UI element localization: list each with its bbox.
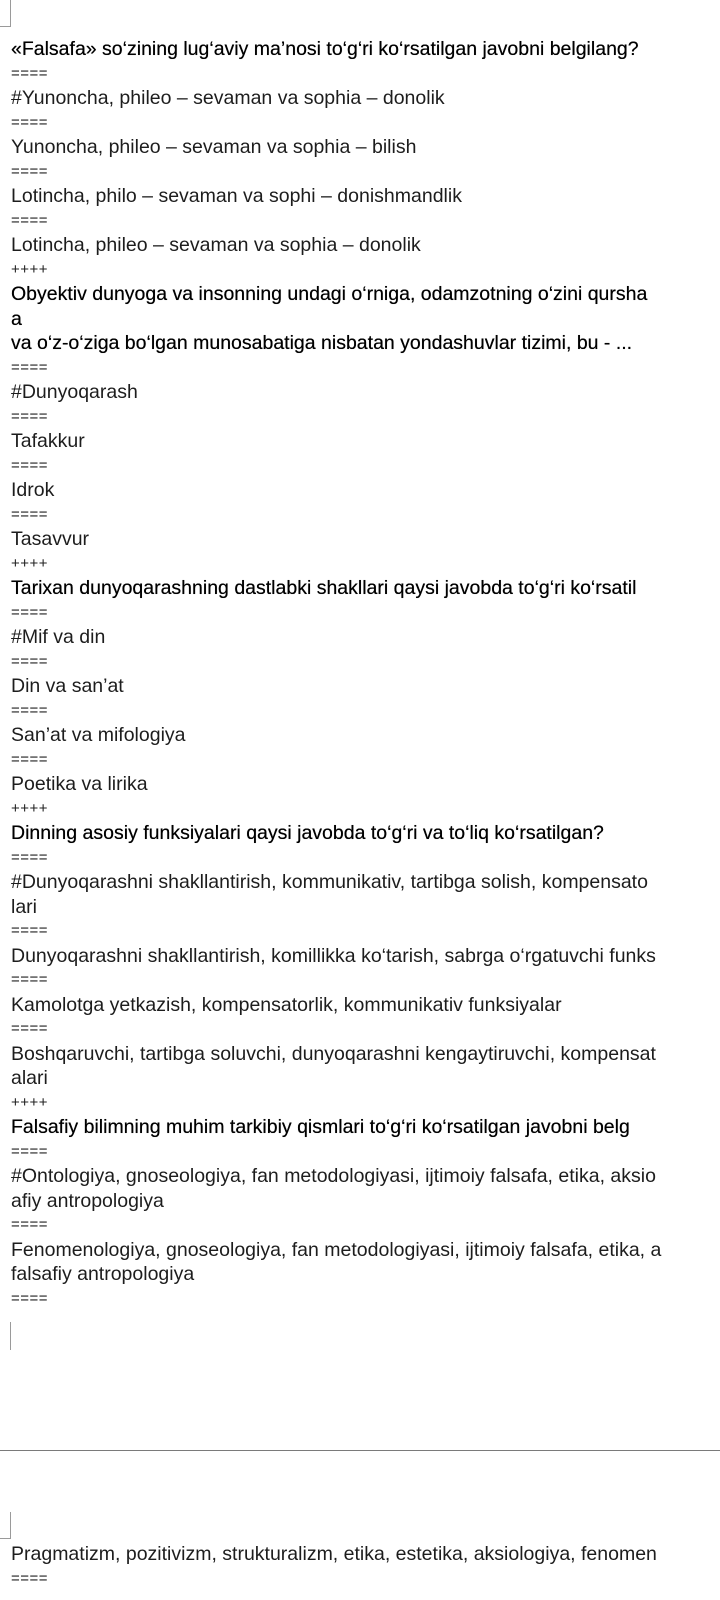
separator-line: ==== xyxy=(11,505,49,523)
answer-option: Pragmatizm, pozitivizm, strukturalizm, etika, estetika, aksiologiya, fenomen xyxy=(11,1543,657,1565)
separator-line: ==== xyxy=(11,922,49,939)
separator-line: ++++ xyxy=(11,1093,49,1111)
answer-option: Kamolotga yetkazish, kompensatorlik, kommunikativ funksiyalar xyxy=(11,993,562,1016)
page-corner-mark-bottom xyxy=(0,1322,11,1350)
separator-line: ==== xyxy=(11,211,49,229)
question-text: Falsafiy bilimning muhim tarkibiy qismlari to‘g‘ri ko‘rsatilgan javobni belg xyxy=(11,1116,630,1138)
answer-option: afiy antropologiya xyxy=(11,1189,164,1212)
answer-option: alari xyxy=(11,1067,48,1089)
answer-option: Poetika va lirika xyxy=(11,773,148,795)
page-corner-mark xyxy=(0,1512,11,1539)
separator-line: ==== xyxy=(11,652,49,670)
question-text: Dinning asosiy funksiyalari qaysi javobda to‘g‘ri va to‘liq ko‘rsatilgan? xyxy=(11,822,604,844)
separator-line: ==== xyxy=(11,971,49,988)
answer-option: Lotincha, philo – sevaman va sophi – donishmandlik xyxy=(11,185,462,207)
question-text: Obyektiv dunyoga va insonning undagi o‘rniga, odamzotning o‘zini qursha xyxy=(11,283,648,305)
answer-option: falsafiy antropologiya xyxy=(11,1263,195,1285)
page-corner-mark xyxy=(0,0,11,27)
answer-option: Lotincha, phileo – sevaman va sophia – donolik xyxy=(11,234,421,256)
answer-option: #Mif va din xyxy=(11,626,106,648)
separator-line: ==== xyxy=(11,162,49,180)
separator-line: ==== xyxy=(11,603,49,621)
answer-option: lari xyxy=(11,895,38,918)
page-2-text[interactable] xyxy=(11,1542,720,1591)
answer-option: San’at va mifologiya xyxy=(11,724,186,746)
separator-line: ==== xyxy=(11,456,49,474)
separator-line: ==== xyxy=(11,113,49,131)
answer-option: #Dunyoqarashni shakllantirish, kommunikativ, tartibga solish, kompensato xyxy=(11,871,648,893)
separator-line: ==== xyxy=(11,1216,49,1233)
separator-line: ==== xyxy=(11,358,49,376)
answer-option: #Ontologiya, gnoseologiya, fan metodologiyasi, ijtimoiy falsafa, etika, aksio xyxy=(11,1165,656,1187)
separator-line: ==== xyxy=(11,750,49,768)
page-1-text[interactable] xyxy=(11,37,720,1311)
separator-line: ++++ xyxy=(11,799,49,817)
document-page-2 xyxy=(0,1512,720,1600)
answer-option: #Yunoncha, phileo – sevaman va sophia – donolik xyxy=(11,87,445,109)
answer-option: Yunoncha, phileo – sevaman va sophia – bilish xyxy=(11,136,417,158)
separator-line: ++++ xyxy=(11,260,49,278)
separator-line: ==== xyxy=(11,1569,49,1587)
question-text: a xyxy=(11,307,22,330)
answer-option: Dunyoqarashni shakllantirish, komillikka ko‘tarish, sabrga o‘rgatuvchi funks xyxy=(11,944,656,967)
question-text: Tarixan dunyoqarashning dastlabki shakllari qaysi javobda to‘g‘ri ko‘rsatil xyxy=(11,577,637,599)
question-text: va o‘z-o‘ziga bo‘lgan munosabatiga nisbatan yondashuvlar tizimi, bu - ... xyxy=(11,332,633,354)
separator-line: ==== xyxy=(11,1020,49,1037)
answer-option: Boshqaruvchi, tartibga soluvchi, dunyoqarashni kengaytiruvchi, kompensat xyxy=(11,1042,656,1065)
answer-option: Fenomenologiya, gnoseologiya, fan metodologiyasi, ijtimoiy falsafa, etika, a xyxy=(11,1238,662,1261)
separator-line: ==== xyxy=(11,407,49,425)
answer-option: Tafakkur xyxy=(11,430,85,452)
answer-option: Din va san’at xyxy=(11,675,124,697)
page-break-divider xyxy=(0,1450,720,1451)
question-text: «Falsafa» so‘zining lug‘aviy ma’nosi to‘g‘ri ko‘rsatilgan javobni belgilang? xyxy=(11,38,639,60)
separator-line: ==== xyxy=(11,701,49,719)
answer-option: Tasavvur xyxy=(11,528,90,550)
answer-option: #Dunyoqarash xyxy=(11,381,138,403)
answer-option: Idrok xyxy=(11,479,55,501)
separator-line: ==== xyxy=(11,64,49,82)
separator-line: ==== xyxy=(11,1289,49,1307)
separator-line: ++++ xyxy=(11,554,49,572)
separator-line: ==== xyxy=(11,848,49,866)
separator-line: ==== xyxy=(11,1142,49,1160)
